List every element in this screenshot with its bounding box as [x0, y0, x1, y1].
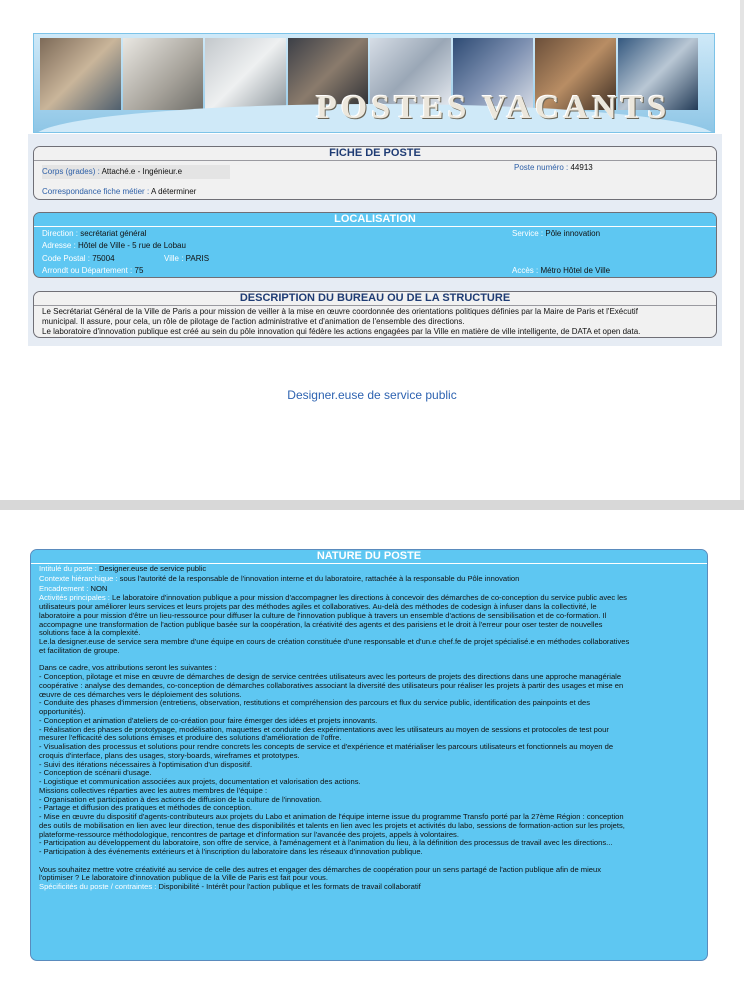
job-title-link[interactable]: Designer.euse de service public [287, 388, 457, 402]
fiche-de-poste-box [33, 146, 717, 200]
encadrement-value: NON [90, 583, 108, 593]
document-page-1 [0, 0, 744, 500]
ville-row [164, 254, 209, 264]
direction-label: Direction : [42, 229, 79, 238]
code-postal-value: 75004 [92, 254, 115, 263]
acces-row [512, 266, 610, 276]
nature-body [39, 565, 703, 892]
arrondissement-label: Arrondt ou Département : [42, 266, 133, 275]
adresse-value: Hôtel de Ville - 5 rue de Lobau [78, 241, 186, 250]
intitule-value: Designer.euse de service public [98, 564, 207, 573]
description-heading: DESCRIPTION DU BUREAU OU DE LA STRUCTURE [34, 292, 716, 306]
specificites-value: Disponibilité - Intérêt pour l'action publique et les formats de travail collaboratif [158, 882, 421, 891]
direction-row [42, 229, 147, 239]
correspondance-value: A déterminer [150, 187, 197, 196]
arrondissement-row [42, 266, 143, 276]
specificites-label: Spécificités du poste / contraintes : [39, 882, 157, 891]
service-label: Service : [512, 229, 544, 238]
banner-photo [205, 38, 286, 110]
banner-photo [123, 38, 204, 110]
nature-du-poste-box [30, 549, 708, 961]
ville-value: PARIS [185, 254, 210, 263]
adresse-row [42, 241, 186, 251]
poste-row [514, 163, 593, 173]
form-panels [28, 134, 722, 346]
correspondance-label: Correspondance fiche métier : [42, 187, 150, 196]
localisation-box [33, 212, 717, 278]
banner-title: POSTES VACANTS [316, 89, 671, 126]
corps-value: Attaché.e - Ingénieur.e [101, 167, 183, 176]
adresse-label: Adresse : [42, 241, 76, 250]
encadrement-row [39, 585, 703, 594]
activites-text: utilisateurs pour améliorer leurs services et leurs projets par des méthodes agiles et collaboratives. Au-delà des méthodes de codesign à infuser dans la collectivité, le laboratoire a pour mission d'être un lieu-ressource pour diffuser la culture de l'innovation publique à travers un ensemble d'actions de sensibilisation et de co-formation. Il accompagne une transformation de l'action publique basée sur la coopération, la créativité des agents et des parisiens et le droit à l'erreur pour oser tester de nouvelles solutions face à la complexité. Le.la designer.euse de service sera membre d'une équipe en cours de création constituée d'une responsable et d'un.e chef.fe de projet spécialisé.e en méthodes collaboratives et facilitation de groupe. Dans ce cadre, vos attributions seront les suivantes : - Conception, pilotage et mise en œuvre de démarches de design de service centrées utilisateurs avec les porteurs de projets des directions dans une approche managériale coopérative : analyse des demandes, co-conception de démarches collaboratives associant la diversité des utilisateurs pour réaliser les projets à partir des usages et mise en œuvre de ces démarches vers le déploiement des solutions. - Conduite des phases d'immersion (entretiens, observation, restitutions et compréhension des parcours et flux du service public, identification des painpoints et des opportunités). - Conception et animation d'ateliers de co-création pour faire émerger des idées et projets innovants. - Réalisation des phases de prototypage, modélisation, maquettes et conduite des expérimentations avec les utilisateurs au moyen de sessions et protocoles de test pour mesurer l'efficacité des solutions émises et produire des solutions d'amélioration de l'offre. - Visualisation des processus et solutions pour rendre concrets les concepts de service et d'expérience et matérialiser les parcours utilisateurs et fonctionnels au moyen de croquis d'interface, plans des usages, story-boards, wireframes et prototypes. - Suivi des itérations nécessaires à l'optimisation d'un dispositif. - Conception de scénarii d'usage. - Logistique et communication associées aux projets, documentation et valorisation des actions. Missions collectives réparties avec les autres membres de l'équipe : - Organisation et participation à des actions de diffusion de la culture de l'innovation. - Partage et diffusion des pratiques et méthodes de conception. - Mise en œuvre du dispositif d'agents-contributeurs aux projets du Labo et animation de l'équipe interne issue du programme Transfo porté par la 27ème Région : conception des outils de mobilisation en lien avec leur direction, tenue des disponibilités et talents en lien avec les projets et activités du labo, sessions de formation-action sur les projets, plateforme-ressource méthodologique, rencontres de partage et d'information sur l'avancée des projets, appels à volontaires. - Participation au développement du laboratoire, son offre de service, à l'aménagement et à l'animation du lieu, à la définition des processus de travail avec les directions... - Participation à des événements extérieurs et à l'inscription du laboratoire dans les réseaux d'innovation publique. Vous souhaitez mettre votre créativité au service de celle des autres et engager des démarches de coopération pour un sens partagé de l'action publique afin de mieux l'optimiser ? Le laboratoire d'innovation publique de la Ville de Paris est fait pour vous. [39, 602, 630, 883]
specificites-row [39, 883, 703, 892]
encadrement-label: Encadrement : [39, 583, 89, 593]
contexte-value: sous l'autorité de la responsable de l'innovation interne et du laboratoire, rattachée à la responsable du Pôle innovation [119, 573, 520, 583]
fiche-heading: FICHE DE POSTE [34, 147, 716, 161]
service-row [512, 229, 600, 239]
nature-heading: NATURE DU POSTE [31, 550, 707, 564]
description-text [42, 307, 712, 337]
code-postal-row [42, 254, 115, 264]
localisation-heading: LOCALISATION [34, 213, 716, 227]
poste-value: 44913 [570, 163, 593, 172]
description-line: Le Secrétariat Général de la Ville de Paris a pour mission de veiller à la mise en œuvre coordonnée des orientations politiques définies par la Maire de Paris et l'Exécutif [42, 307, 638, 316]
description-line: Le laboratoire d'innovation publique est créé au sein du pôle innovation qui fédère les actions engagées par la Ville en matière de ville intelligente, de DATA et open data. [42, 327, 641, 336]
contexte-label: Contexte hiérarchique : [39, 573, 118, 583]
correspondance-row [42, 187, 196, 197]
corps-row [42, 165, 230, 179]
document-page-2 [0, 510, 744, 1003]
page-edge [740, 0, 744, 500]
contexte-row [39, 575, 703, 584]
banner-photo [40, 38, 121, 110]
ville-label: Ville : [164, 254, 184, 263]
acces-value: Métro Hôtel de Ville [540, 266, 611, 275]
direction-value: secrétariat général [80, 229, 147, 238]
intitule-row [39, 565, 703, 574]
activites-label: Activités principales : [39, 593, 110, 603]
arrondissement-value: 75 [134, 266, 144, 275]
poste-label: Poste numéro : [514, 163, 569, 172]
page-separator [0, 500, 744, 510]
description-line: municipal. Il assure, pour cela, un rôle de pilotage de l'action administrative et d'animation de l'ensemble des directions. [42, 317, 465, 326]
code-postal-label: Code Postal : [42, 254, 91, 263]
description-box [33, 291, 717, 338]
service-value: Pôle innovation [545, 229, 601, 238]
activites-first-line: Le laboratoire d'innovation publique a pour mission d'accompagner les directions à concevoir des démarches de co-conception du service public avec les [112, 593, 627, 603]
intitule-label: Intitulé du poste : [39, 564, 97, 573]
acces-label: Accès : [512, 266, 539, 275]
corps-label: Corps (grades) : [42, 167, 100, 176]
